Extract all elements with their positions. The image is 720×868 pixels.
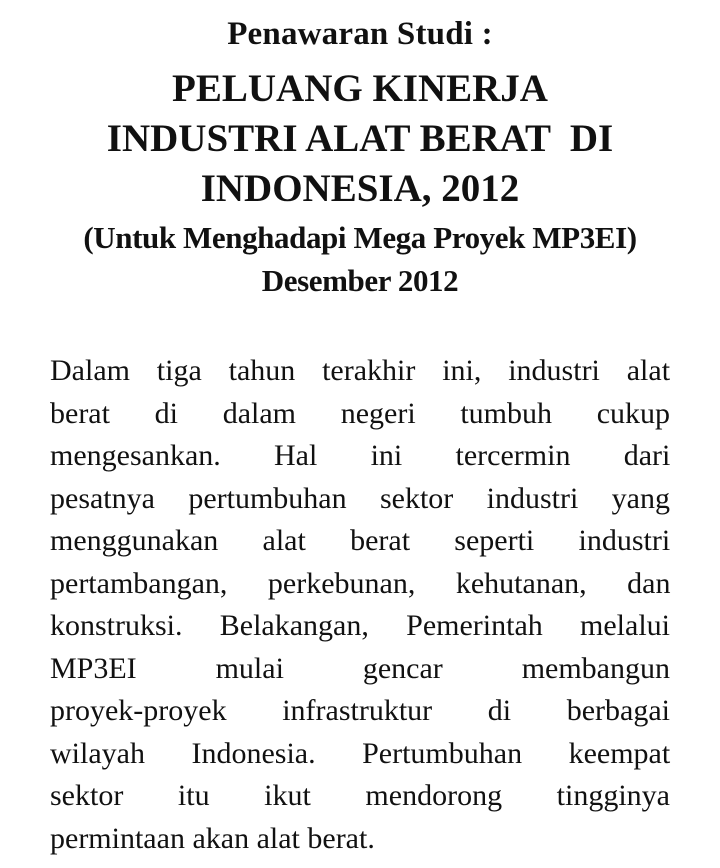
paragraph-line: mengesankan. Hal ini tercermin dari <box>50 439 671 472</box>
paragraph-line: Dalam tiga tahun terakhir ini, industri alat <box>50 354 671 387</box>
main-title <box>0 64 720 214</box>
title-line-2: INDUSTRI ALAT BERAT DI <box>106 117 614 160</box>
paragraph-line: konstruksi. Belakangan, Pemerintah melalui <box>50 609 670 642</box>
paragraph-line: proyek-proyek infrastruktur di berbagai <box>50 694 670 727</box>
title-line-3: INDONESIA, 2012 <box>200 167 520 210</box>
paragraph-line: sektor itu ikut mendorong tingginya <box>50 779 670 812</box>
paragraph-line: MP3EI mulai gencar membangun <box>50 651 670 685</box>
paragraph-line: pertambangan, perkebunan, kehutanan, dan <box>50 566 671 600</box>
paragraph-line: berat di dalam negeri tumbuh cukup <box>50 396 671 430</box>
date-line: Desember 2012 <box>261 263 459 298</box>
paragraph-line: pesatnya pertumbuhan sektor industri yang <box>50 481 670 515</box>
body-paragraph <box>50 350 670 860</box>
subtitle: (Untuk Menghadapi Mega Proyek MP3EI) <box>83 220 637 255</box>
paragraph-line: menggunakan alat berat seperti industri <box>50 524 671 557</box>
title-line-1: PELUANG KINERJA <box>172 67 548 110</box>
intro-label: Penawaran Studi : <box>227 16 493 52</box>
document-header <box>0 14 720 302</box>
paragraph-line: permintaan akan alat berat. <box>50 821 375 855</box>
paragraph-line: wilayah Indonesia. Pertumbuhan keempat <box>50 736 671 770</box>
